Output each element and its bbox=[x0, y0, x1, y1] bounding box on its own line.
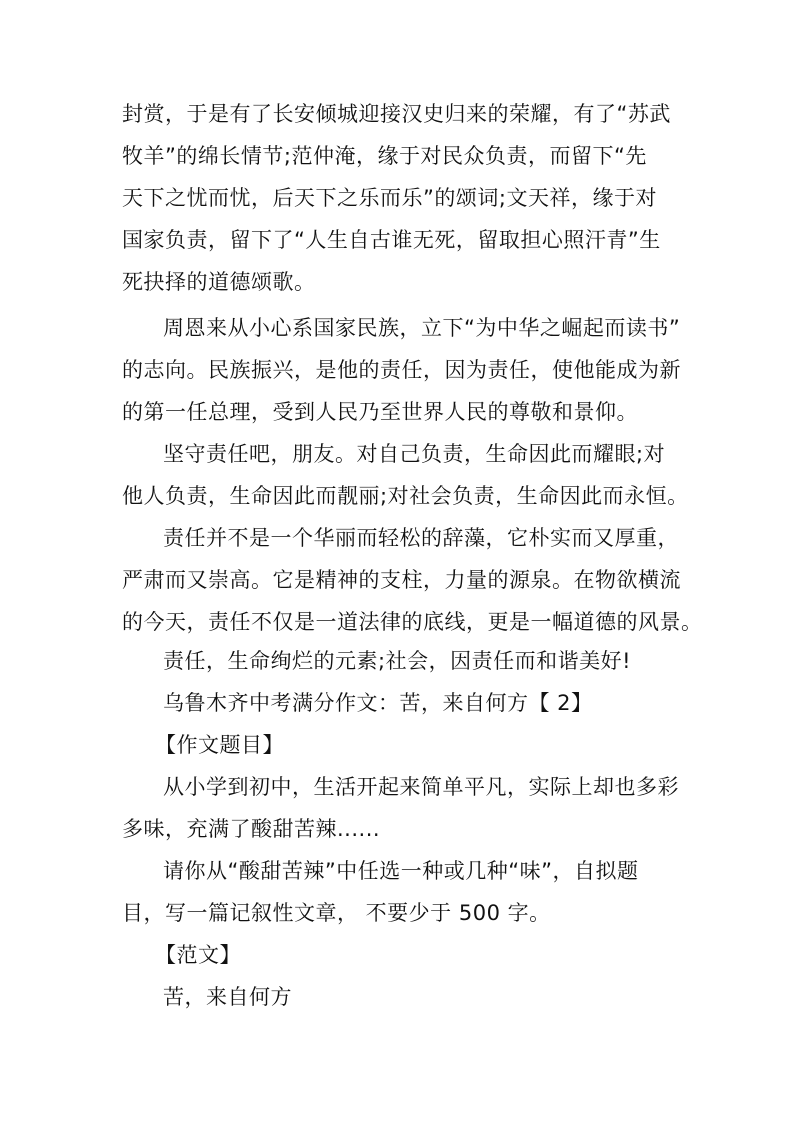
text-line: 他人负责，生命因此而靓丽;对社会负责，生命因此而永恒。 bbox=[122, 484, 689, 508]
text-line: 死抉择的道德颂歌。 bbox=[122, 270, 316, 294]
text-line: 封赏，于是有了长安倾城迎接汉史归来的荣耀，有了“苏武 bbox=[122, 102, 671, 126]
section-heading: 【作文题目】 bbox=[155, 733, 284, 757]
text-line: 天下之忧而忧，后天下之乐而乐”的颂词;文天祥，缘于对 bbox=[122, 186, 657, 210]
text-line: 的第一任总理，受到人民乃至世界人民的尊敬和景仰。 bbox=[122, 400, 638, 424]
text-line: 从小学到初中，生活开起来简单平凡，实际上却也多彩 bbox=[163, 775, 679, 799]
text-line: 的志向。民族振兴，是他的责任，因为责任，使他能成为新 bbox=[122, 358, 681, 382]
text-line: 周恩来从小心系国家民族，立下“为中华之崛起而读书” bbox=[163, 316, 681, 340]
text-line: 牧羊”的绵长情节;范仲淹，缘于对民众负责，而留下“先 bbox=[122, 144, 647, 168]
section-title: 乌鲁木齐中考满分作文：苦，来自何方【 2】 bbox=[163, 691, 593, 715]
text-line: 责任并不是一个华丽而轻松的辞藻，它朴实而又厚重， bbox=[163, 526, 679, 550]
text-line: 多味，充满了酸甜苦辣...... bbox=[122, 817, 381, 841]
text-line: 坚守责任吧，朋友。对自己负责，生命因此而耀眼;对 bbox=[163, 442, 666, 466]
text-line: 国家负责，留下了“人生自古谁无死，留取担心照汗青”生 bbox=[122, 228, 661, 252]
text-line: 责任，生命绚烂的元素;社会，因责任而和谐美好! bbox=[163, 649, 631, 673]
text-line: 目，写一篇记叙性文章， 不要少于 500 字。 bbox=[122, 901, 551, 925]
section-heading: 【范文】 bbox=[155, 943, 241, 967]
text-line: 请你从“酸甜苦辣”中任选一种或几种“味”，自拟题 bbox=[163, 859, 639, 883]
essay-title: 苦，来自何方 bbox=[163, 985, 292, 1009]
text-line: 严肃而又崇高。它是精神的支柱，力量的源泉。在物欲横流 bbox=[122, 568, 681, 592]
text-line: 的今天，责任不仅是一道法律的底线，更是一幅道德的风景。 bbox=[122, 610, 703, 634]
